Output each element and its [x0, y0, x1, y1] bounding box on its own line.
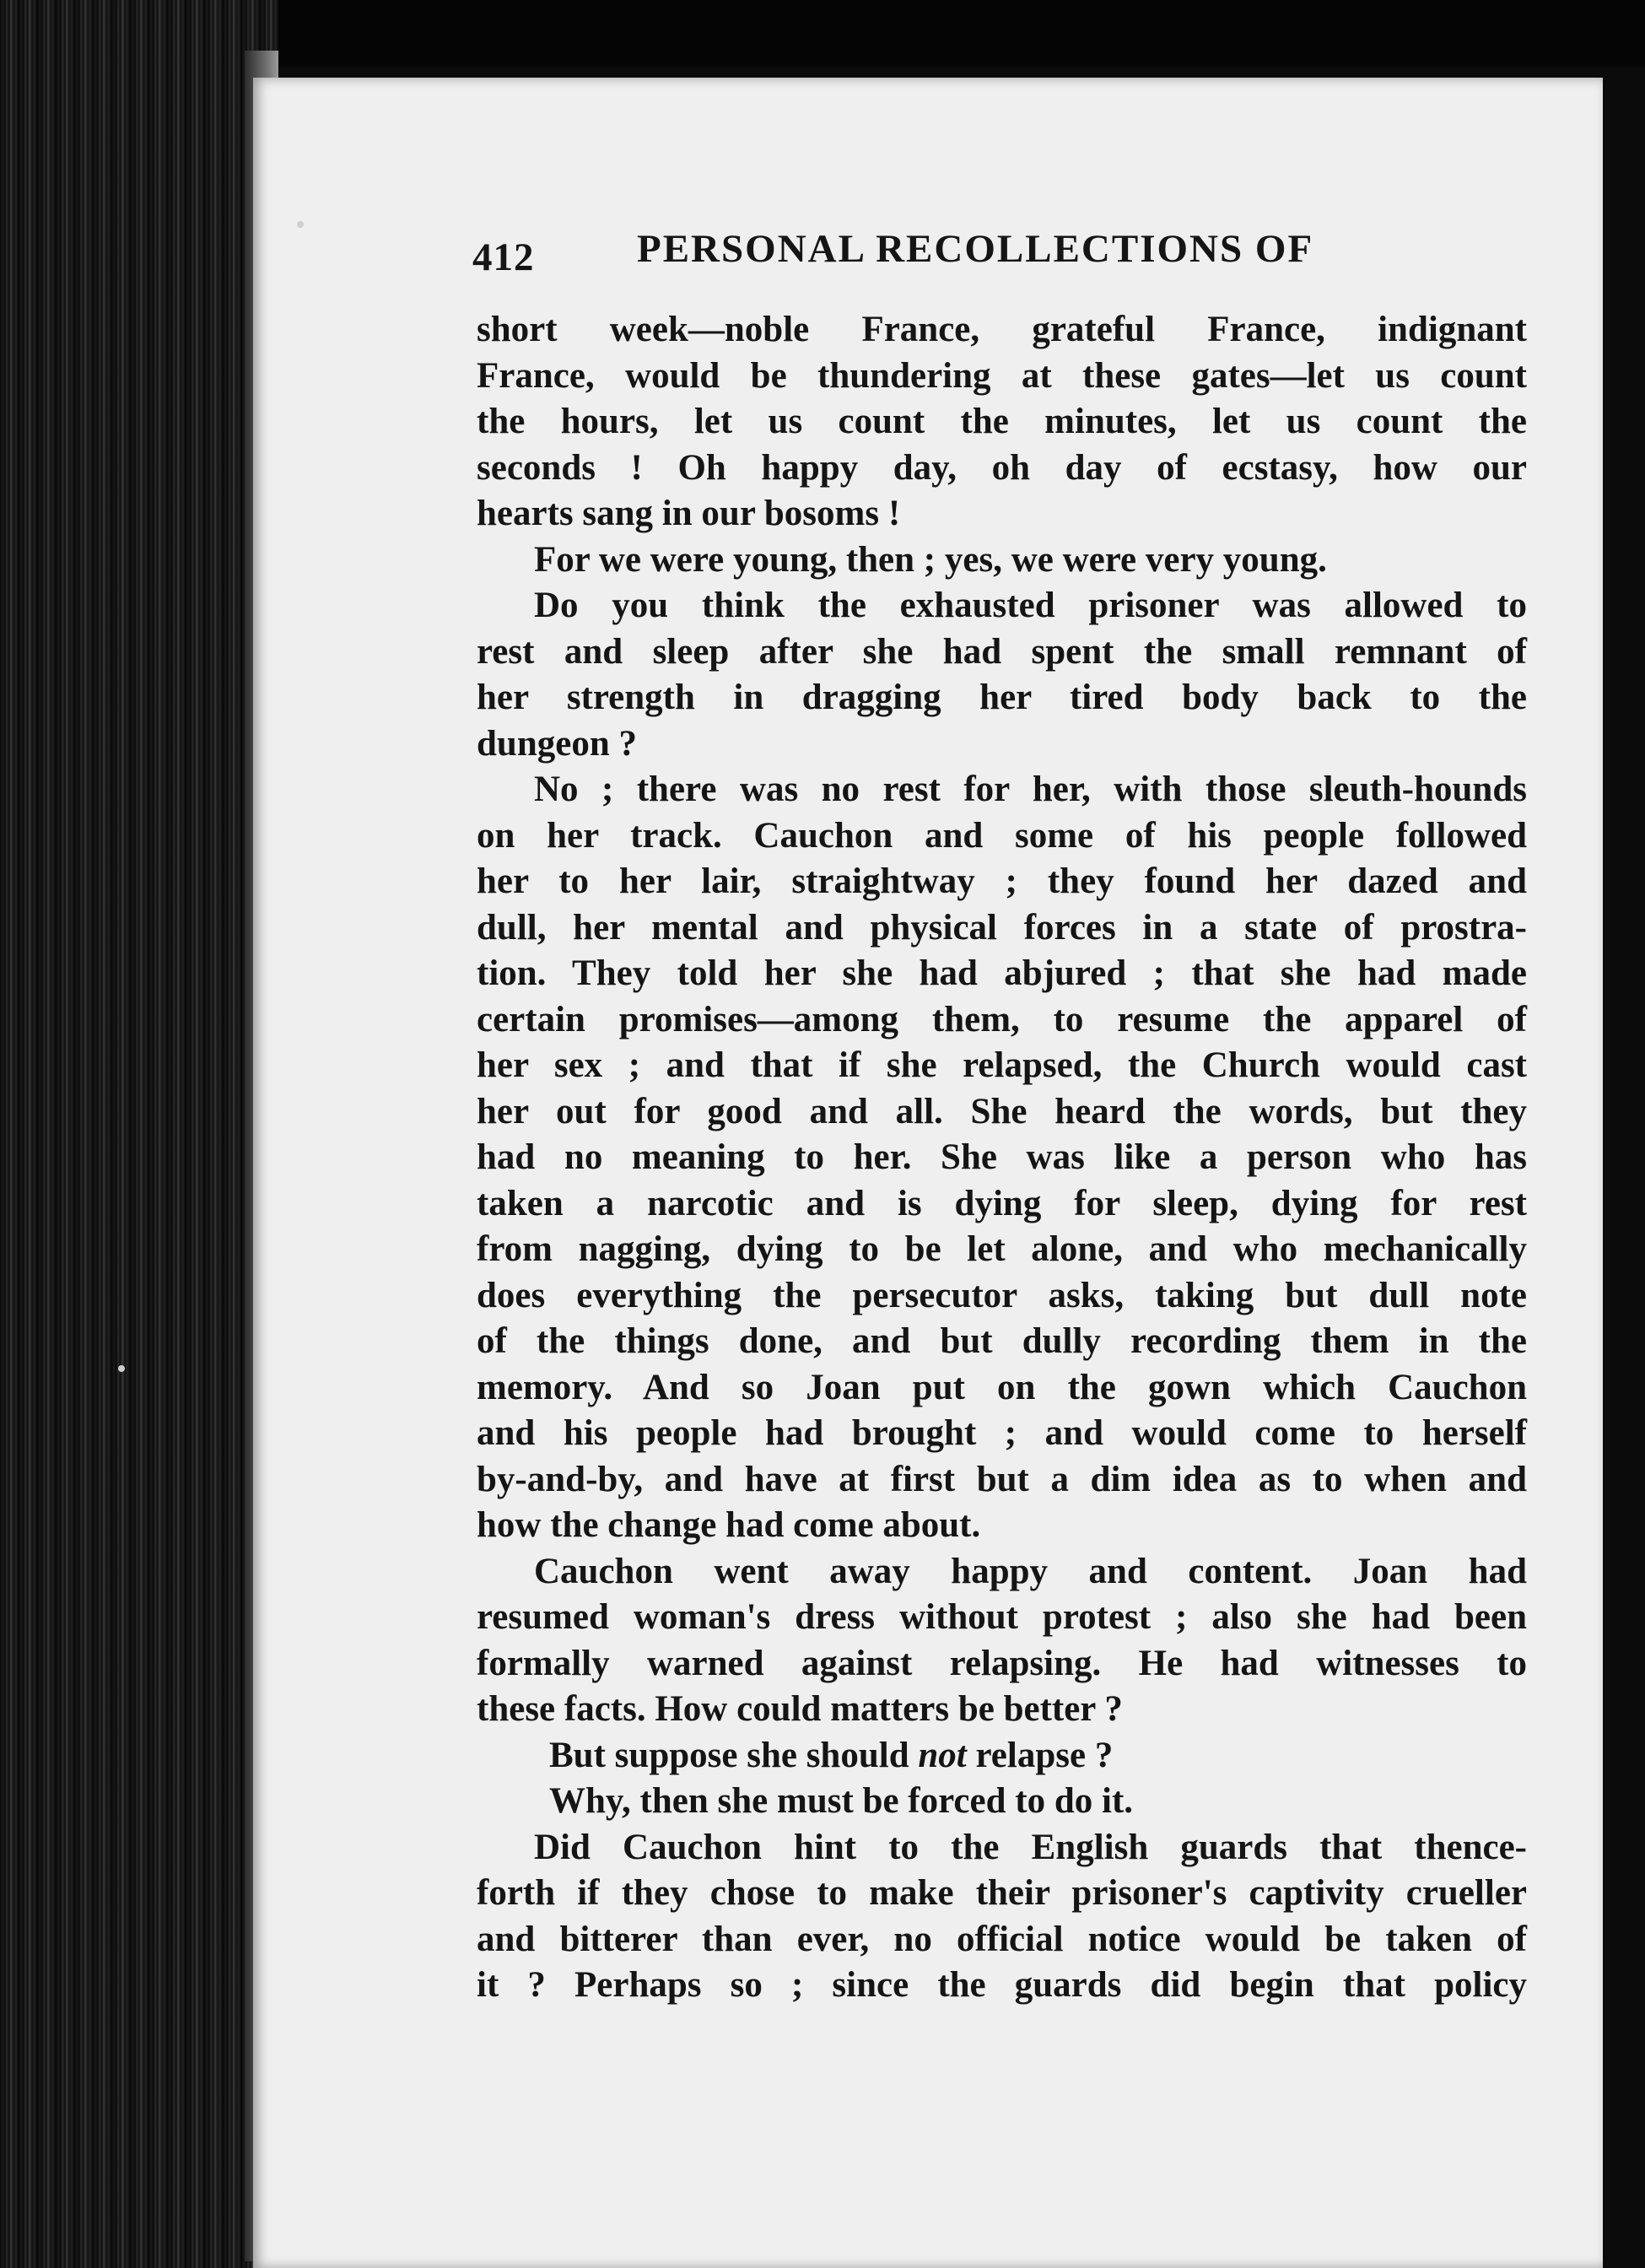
text-line: tion. They told her she had abjured ; that she had made: [477, 953, 1527, 993]
text-line: how the change had come about.: [477, 1505, 981, 1545]
text-line: For we were young, then ; yes, we were very young.: [534, 539, 1327, 580]
text-line: France, would be thundering at these gates—let us count: [477, 355, 1527, 396]
text-line: certain promises—among them, to resume the apparel of: [477, 999, 1527, 1040]
page-number: 412: [472, 235, 535, 279]
text-line: her sex ; and that if she relapsed, the Church would cast: [477, 1045, 1527, 1085]
text-line: short week—noble France, grateful France, indignant: [477, 310, 1527, 349]
scan-speck: [297, 221, 304, 228]
scan-speck: [118, 1365, 125, 1372]
text-line: her to her lair, straightway ; they found her dazed and: [477, 861, 1527, 901]
text-line: seconds ! Oh happy day, oh day of ecstasy, how our: [477, 447, 1527, 488]
text-line: Did Cauchon hint to the English guards that thence-: [534, 1827, 1527, 1867]
text-line: it ? Perhaps so ; since the guards did begin that policy: [477, 1965, 1527, 2005]
text-line: memory. And so Joan put on the gown which Cauchon: [477, 1367, 1527, 1407]
text-line: does everything the persecutor asks, taking but dull note: [477, 1275, 1527, 1315]
page-header: [472, 226, 1358, 294]
text-line: of the things done, and but dully recording them in the: [477, 1321, 1527, 1361]
scan-right-border: [1603, 68, 1645, 2268]
text-line: forth if they chose to make their prisoner's captivity crueller: [477, 1873, 1527, 1913]
text-line: Cauchon went away happy and content. Joan had: [534, 1551, 1527, 1591]
text-line: these facts. How could matters be better ?: [477, 1689, 1123, 1729]
text-line: dull, her mental and physical forces in a state of prostra-: [477, 907, 1527, 948]
running-title: PERSONAL RECOLLECTIONS OF: [637, 227, 1314, 271]
text-line: the hours, let us count the minutes, let us count the: [477, 402, 1527, 441]
text-line: taken a narcotic and is dying for sleep, dying for rest: [477, 1183, 1527, 1223]
text-line: her out for good and all. She heard the words, but they: [477, 1091, 1527, 1131]
text-line: dungeon ?: [477, 723, 637, 764]
text-line: hearts sang in our bosoms !: [477, 494, 901, 533]
text-line: had no meaning to her. She was like a person who has: [477, 1137, 1527, 1177]
body-text: [477, 307, 1527, 2009]
text-line: Why, then she must be forced to do it.: [549, 1781, 1134, 1821]
text-line: No ; there was no rest for her, with those sleuth-hounds: [534, 770, 1527, 809]
book-binding-edge: [0, 0, 278, 2268]
text-line: rest and sleep after she had spent the small remnant of: [477, 631, 1527, 672]
text-line: from nagging, dying to be let alone, and who mechanically: [477, 1229, 1527, 1269]
text-line: But suppose she should not relapse ?: [549, 1735, 1114, 1775]
text-line: resumed woman's dress without protest ; also she had been: [477, 1597, 1527, 1637]
text-line: on her track. Cauchon and some of his people followed: [477, 815, 1527, 856]
text-line: Do you think the exhausted prisoner was allowed to: [534, 586, 1527, 625]
text-line: and bitterer than ever, no official notice would be taken of: [477, 1919, 1527, 1959]
text-line: by-and-by, and have at first but a dim idea as to when and: [477, 1459, 1527, 1499]
text-line: and his people had brought ; and would come to herself: [477, 1413, 1527, 1453]
text-line: her strength in dragging her tired body back to the: [477, 678, 1527, 717]
text-line: formally warned against relapsing. He had witnesses to: [477, 1643, 1527, 1683]
